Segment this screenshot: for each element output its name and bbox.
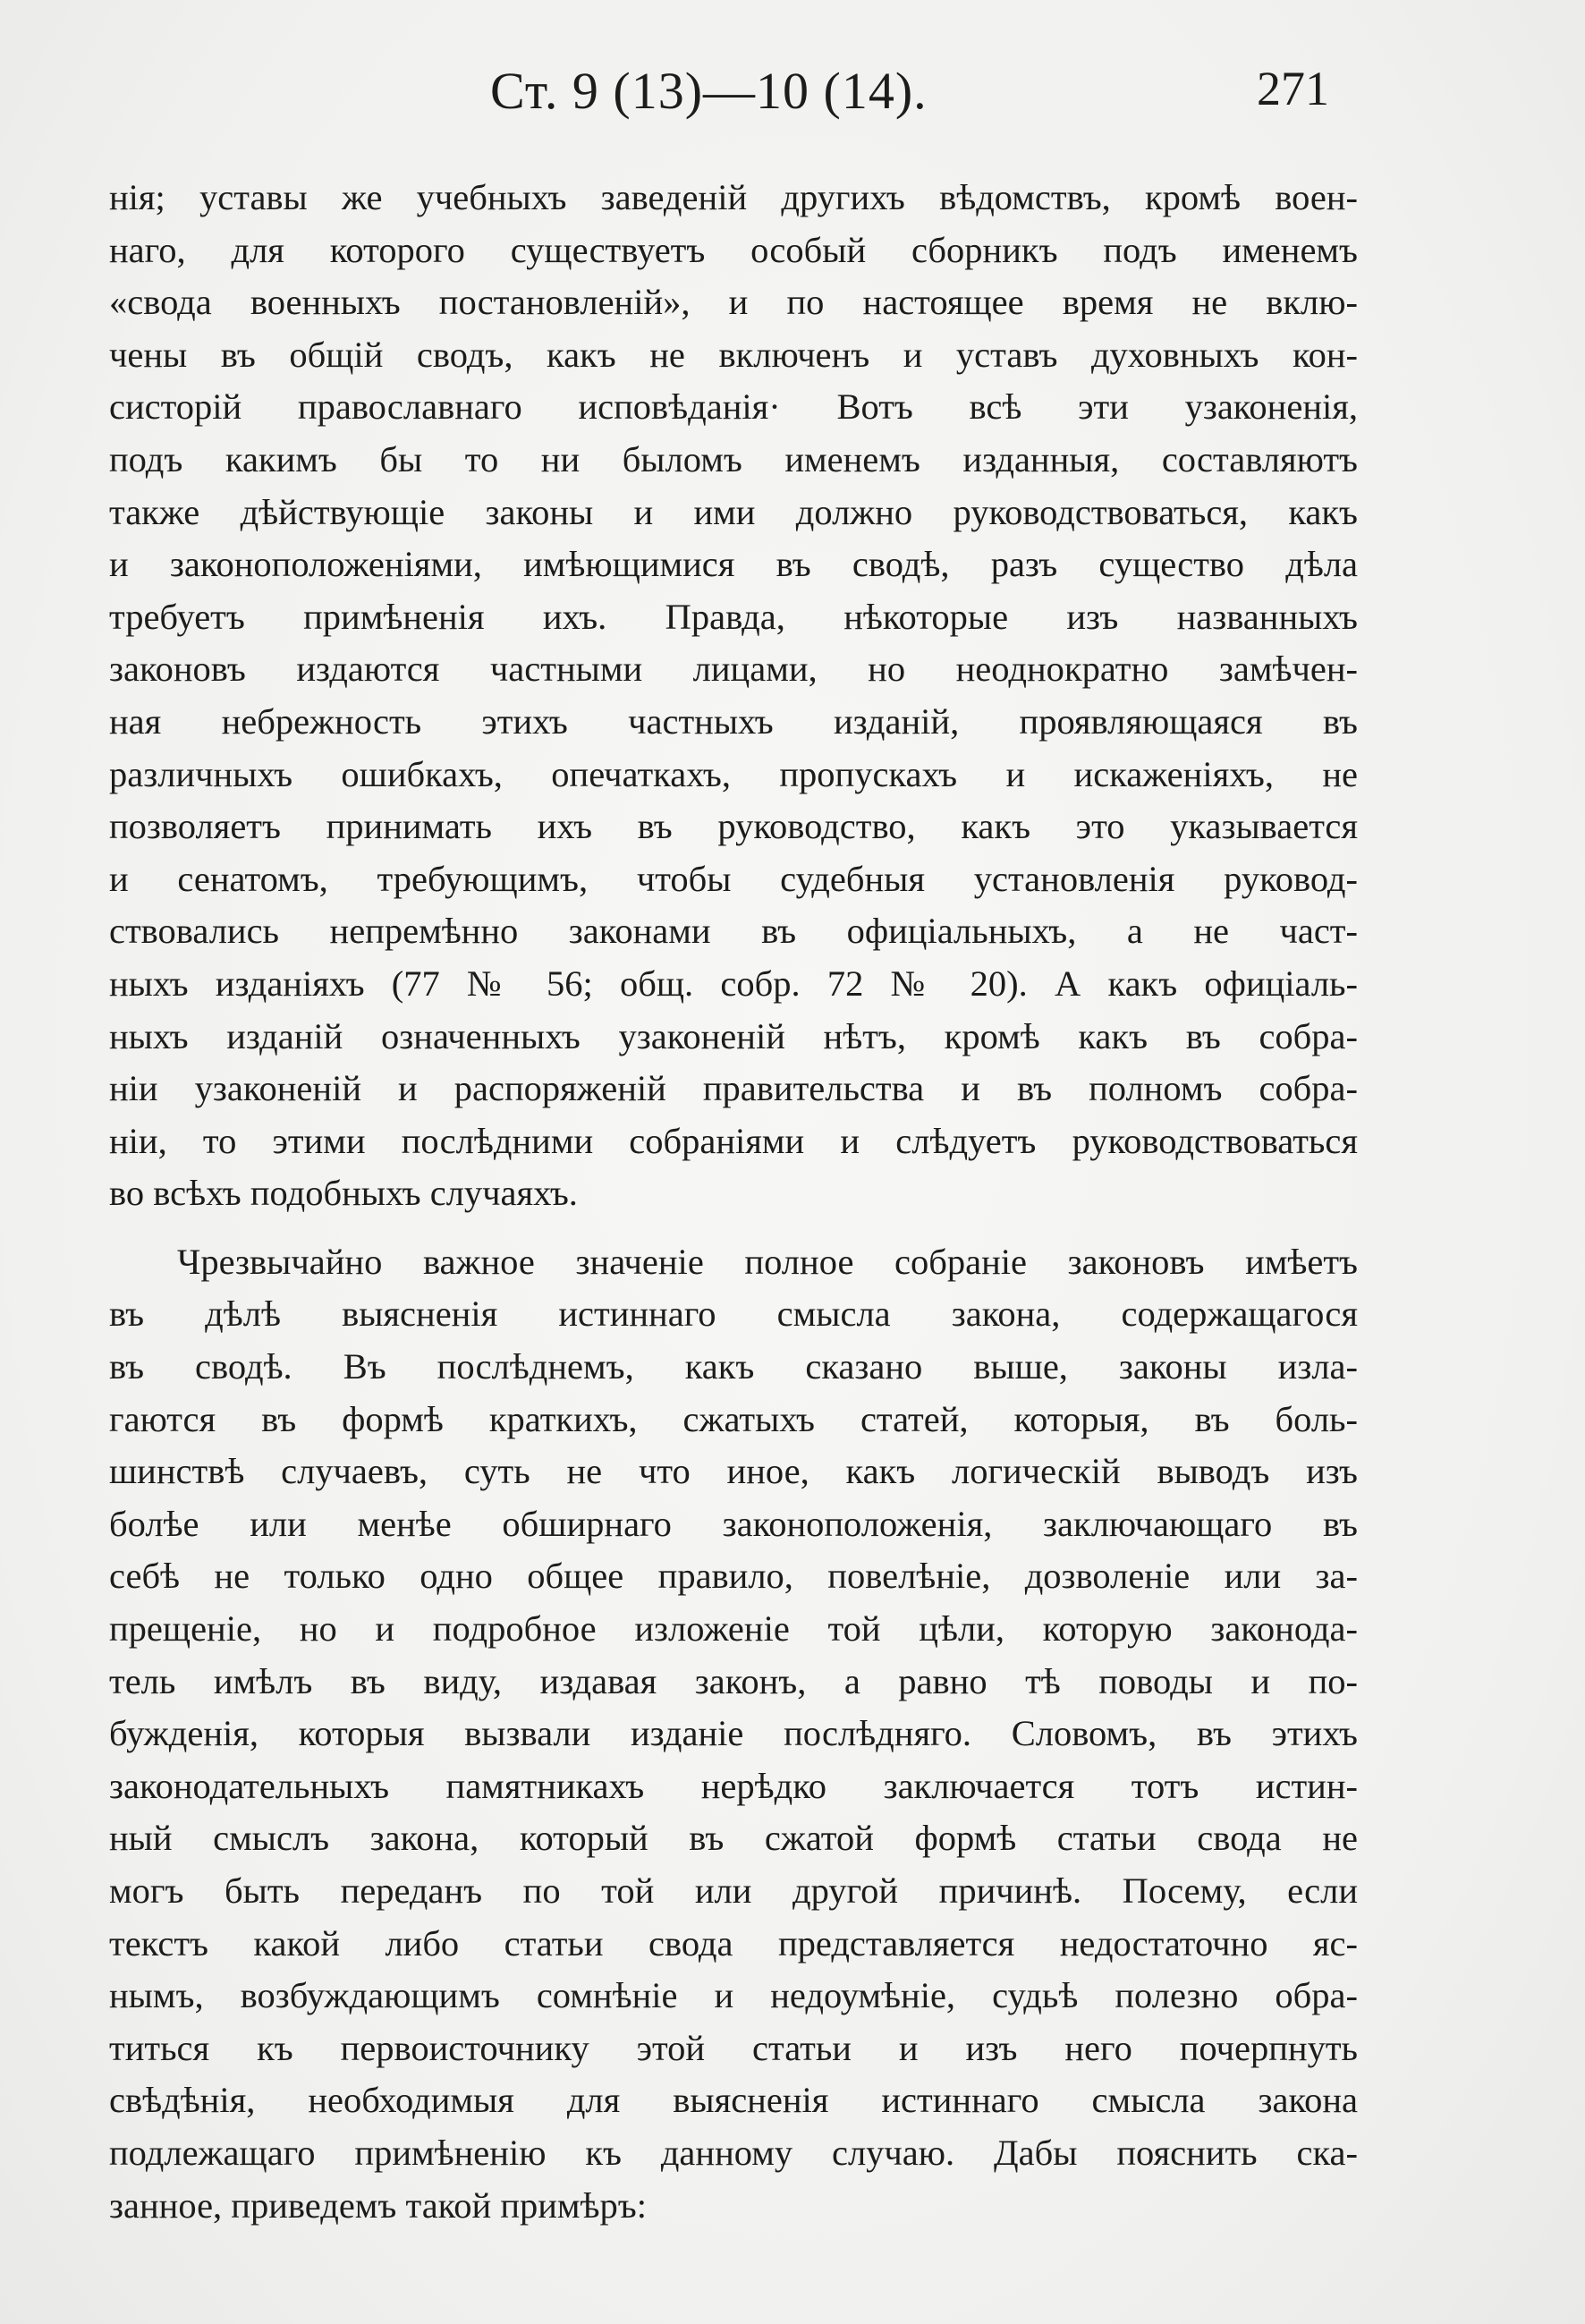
text-line: занное, приведемъ такой примѣръ: [109,2184,647,2226]
paragraph [109,1236,1358,2232]
paragraph [109,172,1358,1220]
text-line: въ дѣлѣ выясненія истиннаго смысла закона, содержащагося [109,1293,1358,1335]
text-line: систорій православнаго исповѣданія· Вотъ всѣ эти узаконенія, [109,386,1358,428]
text-line: нія; уставы же учебныхъ заведеній другихъ вѣдомствъ, кромѣ воен- [109,177,1358,217]
text-line: нымъ, возбуждающимъ сомнѣніе и недоумѣніе, судьѣ полезно обра- [109,1975,1358,2016]
text-line: себѣ не только одно общее правило, повелѣніе, дозволеніе или за- [109,1556,1358,1597]
text-line: болѣе или менѣе обширнаго законоположенія, заключающаго въ [109,1503,1358,1544]
text-line: законовъ издаются частными лицами, но неоднократно замѣчен- [109,649,1358,690]
text-line: Чрезвычайно важное значеніе полное собраніе законовъ имѣетъ [177,1241,1358,1282]
text-line: ная небрежность этихъ частныхъ изданій, проявляющаяся въ [109,700,1358,742]
text-line: и законоположеніями, имѣющимися въ сводѣ, разъ существо дѣла [109,544,1358,585]
running-head [0,54,1585,134]
text-line: подлежащаго примѣненію къ данному случаю. Дабы пояснить ска- [109,2132,1358,2173]
text-line: свѣдѣнія, необходимыя для выясненія истиннаго смысла закона [109,2080,1358,2121]
text-line: шинствѣ случаевъ, суть не что иное, какъ логическій выводъ изъ [109,1451,1358,1492]
text-line: ныхъ изданій означенныхъ узаконеній нѣтъ, кромѣ какъ въ собра- [109,1015,1358,1056]
text-line: ствовались непремѣнно законами въ офиціальныхъ, а не част- [109,911,1358,952]
text-line: ніи узаконеній и распоряженій правительства и въ полномъ собра- [109,1068,1358,1109]
text-line: ный смыслъ закона, который въ сжатой формѣ статьи свода не [109,1818,1358,1859]
text-line: также дѣйствующіе законы и ими должно руководствоваться, какъ [109,491,1358,532]
text-line: наго, для которого существуетъ особый сборникъ подъ именемъ [109,229,1358,270]
text-line: «свода военныхъ постановленій», и по настоящее время не вклю- [109,282,1358,323]
text-line: тель имѣлъ въ виду, издавая законъ, а равно тѣ поводы и по- [109,1660,1358,1701]
text-line: требуетъ примѣненія ихъ. Правда, нѣкоторые изъ названныхъ [109,596,1358,637]
text-line: и сенатомъ, требующимъ, чтобы судебныя установленія руковод- [109,858,1358,899]
text-line: во всѣхъ подобныхъ случаяхъ. [109,1173,578,1214]
text-line: позволяетъ принимать ихъ въ руководство, какъ это указывается [109,806,1358,847]
text-line: ныхъ изданіяхъ (77 № 56; общ. собр. 72 № 20). А какъ офиціаль- [109,963,1358,1004]
text-line: законодательныхъ памятникахъ нерѣдко заключается тотъ истин- [109,1765,1358,1806]
text-line: гаются въ формѣ краткихъ, сжатыхъ статей, которыя, въ боль- [109,1398,1358,1439]
text-line: подъ какимъ бы то ни быломъ именемъ изданныя, составляютъ [109,438,1358,479]
body-text [109,172,1358,2232]
article-reference-heading: Ст. 9 (13)—10 (14). [490,62,928,120]
text-line: различныхъ ошибкахъ, опечаткахъ, пропускахъ и искаженіяхъ, не [109,753,1358,794]
text-line: прещеніе, но и подробное изложеніе той цѣли, которую законода- [109,1608,1358,1650]
text-line: могъ быть переданъ по той или другой причинѣ. Посему, если [109,1870,1358,1911]
text-line: чены въ общій сводъ, какъ не включенъ и уставъ духовныхъ кон- [109,334,1358,375]
text-line: титься къ первоисточнику этой статьи и изъ него почерпнуть [109,2027,1358,2068]
page-number: 271 [1257,62,1329,115]
text-line: въ сводѣ. Въ послѣднемъ, какъ сказано выше, законы изла- [109,1346,1358,1387]
text-line: текстъ какой либо статьи свода представляется недостаточно яс- [109,1922,1358,1964]
text-line: бужденія, которыя вызвали изданіе послѣдняго. Словомъ, въ этихъ [109,1713,1358,1754]
text-line: ніи, то этими послѣдними собраніями и слѣдуетъ руководствоваться [109,1120,1358,1161]
